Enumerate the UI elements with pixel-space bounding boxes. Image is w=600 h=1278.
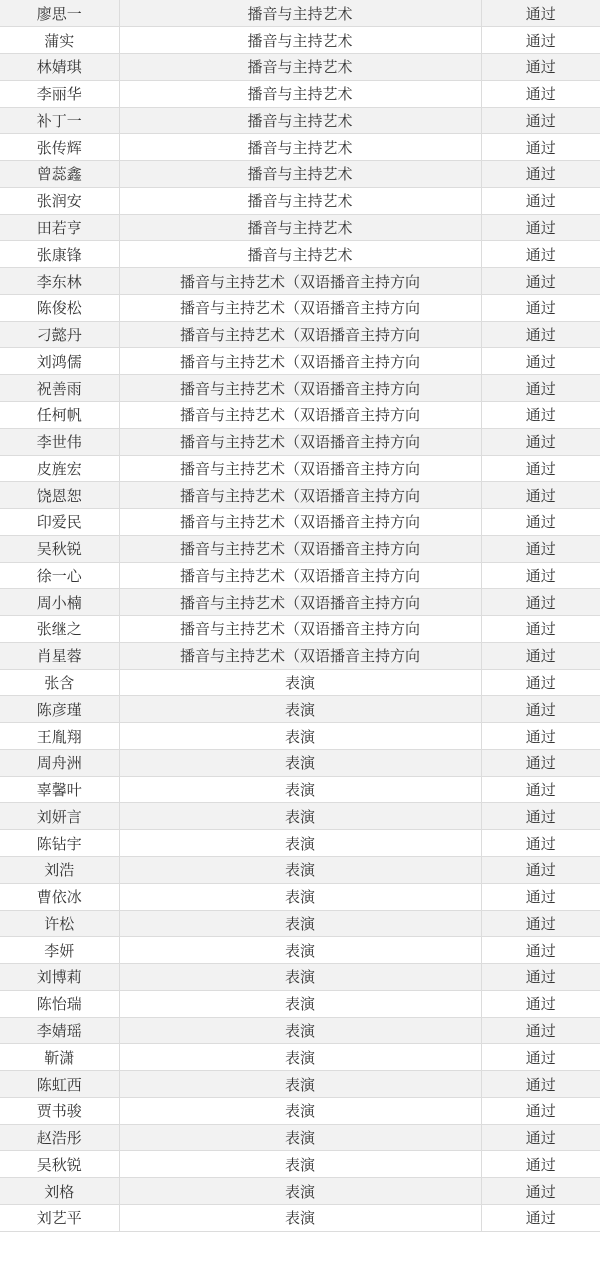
result-status-cell: 通过 [481, 241, 600, 268]
result-status-cell: 通过 [481, 375, 600, 402]
table-row [0, 241, 600, 268]
student-name-cell: 周小楠 [0, 589, 119, 616]
table-row [0, 990, 600, 1017]
student-name-cell: 张康锋 [0, 241, 119, 268]
major-cell: 播音与主持艺术（双语播音主持方向 [119, 535, 481, 562]
major-cell: 播音与主持艺术 [119, 241, 481, 268]
table-row [0, 1204, 600, 1231]
result-status-cell: 通过 [481, 776, 600, 803]
table-row [0, 161, 600, 188]
table-row [0, 401, 600, 428]
student-name-cell: 曹依冰 [0, 883, 119, 910]
student-name-cell: 赵浩彤 [0, 1124, 119, 1151]
major-cell: 表演 [119, 749, 481, 776]
result-status-cell: 通过 [481, 1044, 600, 1071]
student-name-cell: 陈钻宇 [0, 830, 119, 857]
table-row [0, 134, 600, 161]
student-name-cell: 陈彦瑾 [0, 696, 119, 723]
major-cell: 表演 [119, 1097, 481, 1124]
major-cell: 表演 [119, 1124, 481, 1151]
major-cell: 播音与主持艺术 [119, 161, 481, 188]
result-status-cell: 通过 [481, 428, 600, 455]
student-name-cell: 刘博莉 [0, 964, 119, 991]
major-cell: 播音与主持艺术（双语播音主持方向 [119, 509, 481, 536]
result-status-cell: 通过 [481, 348, 600, 375]
result-status-cell: 通过 [481, 749, 600, 776]
table-row [0, 455, 600, 482]
major-cell: 表演 [119, 669, 481, 696]
result-status-cell: 通过 [481, 990, 600, 1017]
student-name-cell: 吴秋锐 [0, 1151, 119, 1178]
result-status-cell: 通过 [481, 187, 600, 214]
table-row [0, 1044, 600, 1071]
result-status-cell: 通过 [481, 321, 600, 348]
major-cell: 表演 [119, 1071, 481, 1098]
major-cell: 播音与主持艺术（双语播音主持方向 [119, 294, 481, 321]
table-row [0, 1097, 600, 1124]
student-name-cell: 陈虹西 [0, 1071, 119, 1098]
major-cell: 播音与主持艺术（双语播音主持方向 [119, 321, 481, 348]
result-status-cell: 通过 [481, 214, 600, 241]
student-name-cell: 饶恩恕 [0, 482, 119, 509]
student-name-cell: 李丽华 [0, 80, 119, 107]
result-status-cell: 通过 [481, 1124, 600, 1151]
major-cell: 表演 [119, 1204, 481, 1231]
table-row [0, 321, 600, 348]
major-cell: 播音与主持艺术（双语播音主持方向 [119, 642, 481, 669]
result-status-cell: 通过 [481, 883, 600, 910]
table-row [0, 1124, 600, 1151]
student-name-cell: 吴秋锐 [0, 535, 119, 562]
table-row [0, 1178, 600, 1205]
table-row [0, 348, 600, 375]
major-cell: 播音与主持艺术（双语播音主持方向 [119, 482, 481, 509]
major-cell: 播音与主持艺术（双语播音主持方向 [119, 562, 481, 589]
table-row [0, 616, 600, 643]
student-name-cell: 田若亨 [0, 214, 119, 241]
student-name-cell: 曾蕊鑫 [0, 161, 119, 188]
major-cell: 播音与主持艺术（双语播音主持方向 [119, 589, 481, 616]
table-row [0, 54, 600, 81]
table-row [0, 562, 600, 589]
result-status-cell: 通过 [481, 107, 600, 134]
student-name-cell: 张继之 [0, 616, 119, 643]
result-status-cell: 通过 [481, 1071, 600, 1098]
result-status-cell: 通过 [481, 482, 600, 509]
student-name-cell: 补丁一 [0, 107, 119, 134]
result-status-cell: 通过 [481, 1151, 600, 1178]
result-status-cell: 通过 [481, 937, 600, 964]
table-row [0, 749, 600, 776]
major-cell: 表演 [119, 1044, 481, 1071]
major-cell: 播音与主持艺术（双语播音主持方向 [119, 268, 481, 295]
result-status-cell: 通过 [481, 268, 600, 295]
result-status-cell: 通过 [481, 294, 600, 321]
student-name-cell: 王胤翔 [0, 723, 119, 750]
result-status-cell: 通过 [481, 964, 600, 991]
table-row [0, 294, 600, 321]
table-row [0, 589, 600, 616]
major-cell: 表演 [119, 883, 481, 910]
table-row [0, 910, 600, 937]
result-status-cell: 通过 [481, 27, 600, 54]
student-name-cell: 皮旌宏 [0, 455, 119, 482]
result-status-cell: 通过 [481, 1097, 600, 1124]
table-row [0, 937, 600, 964]
table-row [0, 964, 600, 991]
result-status-cell: 通过 [481, 0, 600, 27]
major-cell: 播音与主持艺术 [119, 54, 481, 81]
table-row [0, 883, 600, 910]
result-status-cell: 通过 [481, 589, 600, 616]
major-cell: 播音与主持艺术 [119, 134, 481, 161]
student-name-cell: 刘浩 [0, 857, 119, 884]
major-cell: 表演 [119, 803, 481, 830]
major-cell: 播音与主持艺术（双语播音主持方向 [119, 616, 481, 643]
student-name-cell: 廖思一 [0, 0, 119, 27]
table-row [0, 27, 600, 54]
student-name-cell: 周舟洲 [0, 749, 119, 776]
major-cell: 播音与主持艺术 [119, 107, 481, 134]
major-cell: 表演 [119, 776, 481, 803]
result-status-cell: 通过 [481, 723, 600, 750]
result-status-cell: 通过 [481, 54, 600, 81]
major-cell: 播音与主持艺术（双语播音主持方向 [119, 428, 481, 455]
result-status-cell: 通过 [481, 1204, 600, 1231]
major-cell: 表演 [119, 937, 481, 964]
result-status-cell: 通过 [481, 803, 600, 830]
result-status-cell: 通过 [481, 80, 600, 107]
student-name-cell: 陈怡瑞 [0, 990, 119, 1017]
student-name-cell: 李东林 [0, 268, 119, 295]
major-cell: 表演 [119, 910, 481, 937]
table-row [0, 428, 600, 455]
result-status-cell: 通过 [481, 509, 600, 536]
table-row [0, 80, 600, 107]
table-row [0, 723, 600, 750]
result-status-cell: 通过 [481, 616, 600, 643]
table-row [0, 1151, 600, 1178]
major-cell: 播音与主持艺术（双语播音主持方向 [119, 401, 481, 428]
result-status-cell: 通过 [481, 455, 600, 482]
table-row [0, 535, 600, 562]
student-name-cell: 蒲实 [0, 27, 119, 54]
table-row [0, 642, 600, 669]
result-status-cell: 通过 [481, 857, 600, 884]
result-status-cell: 通过 [481, 669, 600, 696]
student-name-cell: 刘艺平 [0, 1204, 119, 1231]
table-row [0, 268, 600, 295]
result-status-cell: 通过 [481, 910, 600, 937]
table-row [0, 803, 600, 830]
major-cell: 播音与主持艺术（双语播音主持方向 [119, 348, 481, 375]
student-name-cell: 刘格 [0, 1178, 119, 1205]
student-name-cell: 张含 [0, 669, 119, 696]
major-cell: 播音与主持艺术（双语播音主持方向 [119, 375, 481, 402]
table-row [0, 0, 600, 27]
student-name-cell: 辜馨叶 [0, 776, 119, 803]
student-name-cell: 李世伟 [0, 428, 119, 455]
student-name-cell: 张传辉 [0, 134, 119, 161]
student-name-cell: 李妍 [0, 937, 119, 964]
major-cell: 播音与主持艺术 [119, 214, 481, 241]
table-row [0, 1017, 600, 1044]
result-status-cell: 通过 [481, 535, 600, 562]
table-row [0, 696, 600, 723]
student-name-cell: 肖星蓉 [0, 642, 119, 669]
student-name-cell: 刁懿丹 [0, 321, 119, 348]
result-status-cell: 通过 [481, 1178, 600, 1205]
major-cell: 表演 [119, 696, 481, 723]
major-cell: 播音与主持艺术 [119, 187, 481, 214]
major-cell: 表演 [119, 857, 481, 884]
student-name-cell: 任柯帆 [0, 401, 119, 428]
student-name-cell: 许松 [0, 910, 119, 937]
major-cell: 表演 [119, 1151, 481, 1178]
result-status-cell: 通过 [481, 696, 600, 723]
result-status-cell: 通过 [481, 1017, 600, 1044]
major-cell: 表演 [119, 1178, 481, 1205]
major-cell: 表演 [119, 990, 481, 1017]
major-cell: 表演 [119, 830, 481, 857]
student-name-cell: 张润安 [0, 187, 119, 214]
student-name-cell: 刘鸿儒 [0, 348, 119, 375]
table-row [0, 669, 600, 696]
table-row [0, 214, 600, 241]
student-name-cell: 徐一心 [0, 562, 119, 589]
table-row [0, 187, 600, 214]
student-name-cell: 李婧瑶 [0, 1017, 119, 1044]
major-cell: 播音与主持艺术（双语播音主持方向 [119, 455, 481, 482]
result-status-cell: 通过 [481, 830, 600, 857]
student-name-cell: 祝善雨 [0, 375, 119, 402]
table-row [0, 375, 600, 402]
result-status-cell: 通过 [481, 401, 600, 428]
major-cell: 表演 [119, 1017, 481, 1044]
result-status-cell: 通过 [481, 562, 600, 589]
table-row [0, 482, 600, 509]
table-row [0, 857, 600, 884]
student-name-cell: 贾书骏 [0, 1097, 119, 1124]
table-row [0, 830, 600, 857]
student-name-cell: 印爱民 [0, 509, 119, 536]
student-name-cell: 靳潇 [0, 1044, 119, 1071]
table-row [0, 509, 600, 536]
table-row [0, 107, 600, 134]
student-name-cell: 陈俊松 [0, 294, 119, 321]
major-cell: 表演 [119, 964, 481, 991]
major-cell: 播音与主持艺术 [119, 27, 481, 54]
table-row [0, 1071, 600, 1098]
major-cell: 播音与主持艺术 [119, 80, 481, 107]
table-row [0, 776, 600, 803]
major-cell: 播音与主持艺术 [119, 0, 481, 27]
student-name-cell: 刘妍言 [0, 803, 119, 830]
major-cell: 表演 [119, 723, 481, 750]
student-name-cell: 林婧琪 [0, 54, 119, 81]
result-status-cell: 通过 [481, 134, 600, 161]
result-status-cell: 通过 [481, 161, 600, 188]
result-status-cell: 通过 [481, 642, 600, 669]
